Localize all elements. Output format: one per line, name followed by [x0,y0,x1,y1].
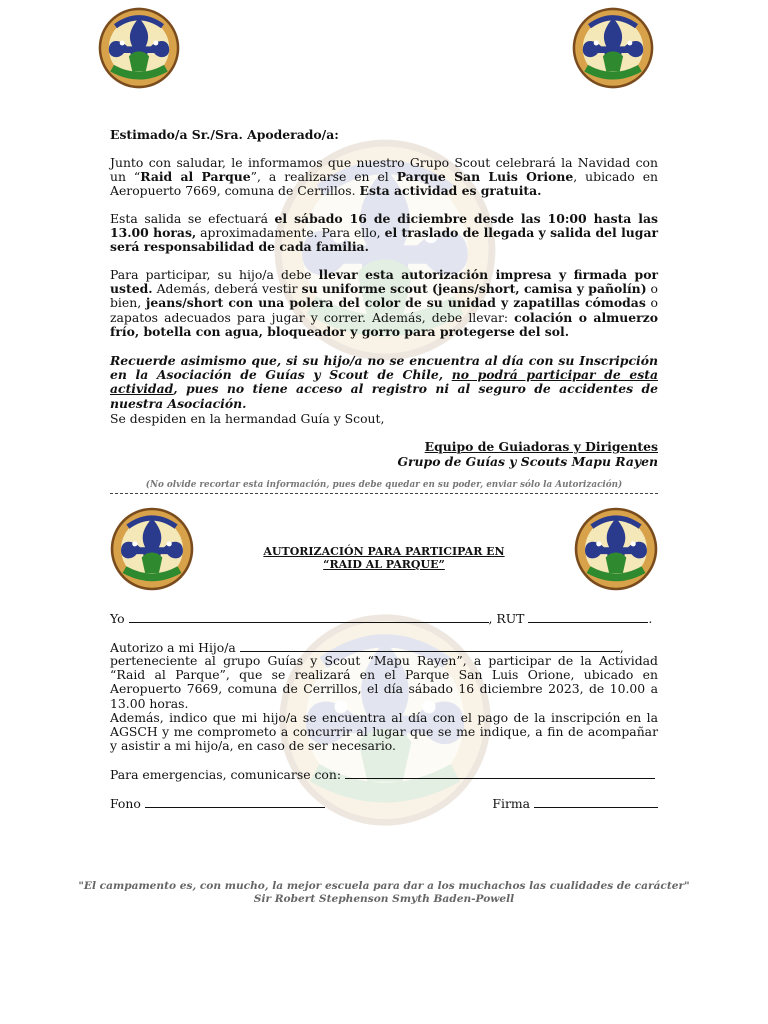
signature-team: Equipo de Guiadoras y Dirigentes [424,439,658,454]
logo-middle-left [108,506,196,592]
paragraph-reminder: Recuerde asimismo que, si su hijo/a no se encuentra al día con su Inscripción en la Asociación de Guías y Scout de Chile, no podrá participar de esta actividad, pues no tiene acceso al registro ni al seguro de accidentes de nuestra Asociación. [110,353,658,411]
quote-text: "El campamento es, con mucho, la mejor escuela para dar a los muchachos las cualidades de carácter" [78,880,690,892]
paragraph-schedule: Esta salida se efectuará el sábado 16 de diciembre desde las 10:00 hasta las 13.00 horas, aproximadamente. Para ello, el traslado de llegada y salida del lugar será responsabilidad de cada familia. [110,211,659,255]
salutation: Estimado/a Sr./Sra. Apoderado/a: [110,127,339,142]
commitment-paragraph: Además, indico que mi hijo/a se encuentra al día con el pago de la inscripción en la AGSCH y me comprometo a concurrir al lugar que se me indique, a fin de acompañar y asistir a mi hijo/a, en caso de ser necesario. [110,710,658,754]
yo-row: Yo , RUT . [110,611,653,626]
emergency-contact-field[interactable] [345,767,655,779]
rut-field[interactable] [528,611,648,623]
quote-author: Sir Robert Stephenson Smyth Baden-Powell [253,893,515,905]
cut-note: (No olvide recortar esta información, pues debe quedar en su poder, enviar sólo la Autorización) [145,480,623,490]
logo-top-left [96,6,182,90]
quote [0,880,768,906]
cut-line [110,493,658,494]
signature-group: Grupo de Guías y Scouts Mapu Rayen [397,454,658,469]
phone-row: Fono [110,796,658,811]
logo-top-right [570,6,656,90]
paragraph-intro: Junto con saludar, le informamos que nuestro Grupo Scout celebrará la Navidad con un “Raid al Parque”, a realizarse en el Parque San Luis Orione, ubicado en Aeropuerto 7669, comuna de Cerrillos. Esta actividad es gratuita. [110,155,659,199]
authorize-row: Autorizo a mi Hijo/a , [110,640,624,655]
name-field[interactable] [129,611,489,623]
authorization-paragraph: perteneciente al grupo Guías y Scout “Mapu Rayen”, a participar de la Actividad “Raid al Parque”, que se realizará en el Parque San Luis Orione, ubicado en Aeropuerto 7669, comuna de Cerrillos, el día sábado 16 diciembre 2023, de 10.00 a 13.00 horas. [110,653,658,711]
paragraph-requirements: Para participar, su hijo/a debe llevar esta autorización impresa y firmada por usted. Además, deberá vestir su uniforme scout (jeans/short, camisa y pañolín) o bien, jeans/short con una polera del color de su unidad y zapatillas cómodas o zapatos adecuados para jugar y correr. Además, debe llevar: colación o almuerzo frío, botella con agua, bloqueador y gorro para protegerse del sol. [110,267,659,339]
farewell: Se despiden en la hermandad Guía y Scout, [110,411,385,426]
signature-row: Firma [110,796,658,811]
signature-field[interactable] [534,796,658,808]
authorization-title: AUTORIZACIÓN PARA PARTICIPAR EN “RAID AL PARQUE” [263,545,505,571]
child-name-field[interactable] [240,640,620,652]
logo-middle-right [572,506,660,592]
emergency-row: Para emergencias, comunicarse con: [110,767,658,782]
